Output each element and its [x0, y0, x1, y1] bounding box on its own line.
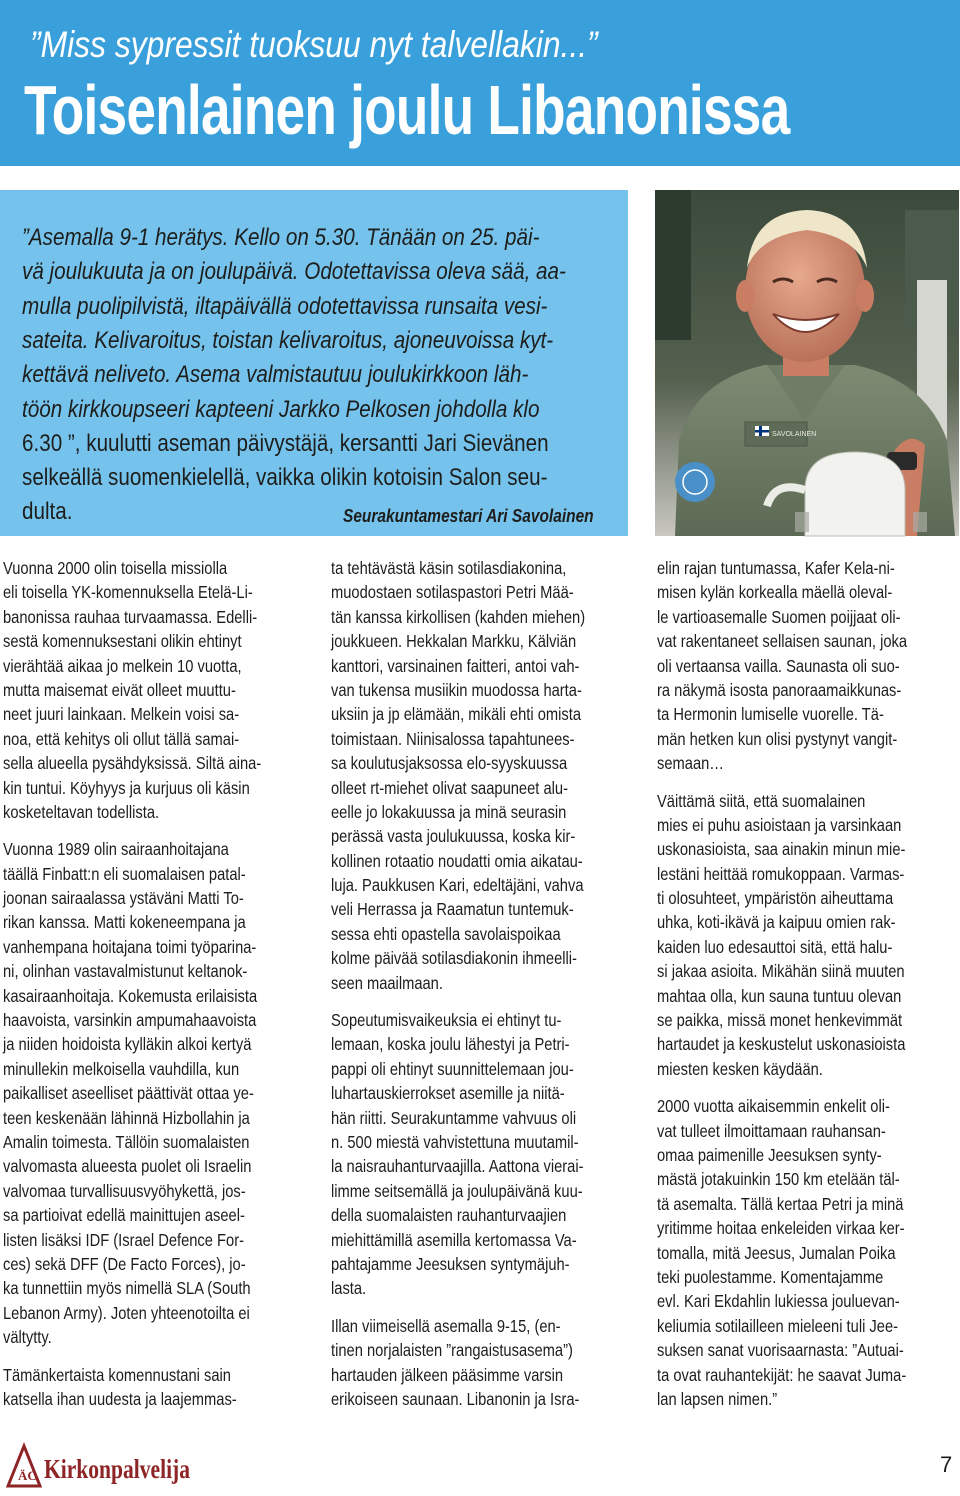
text-line: semaan… [657, 753, 725, 774]
text-line: sessa ehti opastella savolaispoikaa [331, 923, 561, 944]
body-paragraph [331, 1008, 634, 1301]
text-line: joukkueen. Hekkalan Markku, Kälviän [331, 631, 577, 652]
text-line: ta ovat rauhantekijät: he saavat Juma- [657, 1364, 907, 1385]
text-line: della suomalaisten rauhanturvaajien [331, 1205, 567, 1226]
text-line: mutta maisemat eivät olleet muuttu- [3, 679, 236, 700]
body-paragraph [657, 1094, 955, 1411]
text-line: keliumia sotilailleen mieleeni tuli Jee- [657, 1315, 899, 1336]
text-line: misen kylän korkealla mäellä oleval- [657, 582, 893, 603]
text-line: vat tulleet ilmoittamaan rauhansan- [657, 1120, 886, 1141]
text-line: mästä jotakuinkin 150 km etelään täl- [657, 1169, 900, 1190]
text-line: kin tuntui. Köyhyys ja kurjuus oli käsin [3, 777, 250, 798]
text-line: banonissa rauhaa turvaamassa. Edelli- [3, 606, 258, 627]
portrait-image [655, 190, 959, 536]
text-line: tän kanssa kirkollisen (kahden miehen) [331, 606, 586, 627]
text-line: sa koulutusjaksossa elo-syyskuussa [331, 753, 568, 774]
text-line: neet juuri lainkaan. Melkein voisi sa- [3, 704, 240, 725]
text-line: kaiden luo edesauttoi sitä, että halu- [657, 936, 893, 957]
text-line: kollinen rotaatio noudatti omia aikatau- [331, 850, 583, 871]
body-paragraph [657, 556, 955, 776]
text-line: joonan sairaalassa ystäväni Matti To- [3, 888, 244, 909]
text-line: suksen sanat vuorisaarnasta: ”Autuai- [657, 1340, 904, 1361]
text-line: män hetken kun olisi pystynyt vangit- [657, 728, 898, 749]
body-paragraph [331, 556, 634, 995]
page-number: 7 [940, 1452, 953, 1477]
text-line: la naisrauhanturvaajilla. Aattona vierai- [331, 1156, 584, 1177]
text-line: vältytty. [3, 1327, 52, 1348]
text-line: ra näkymä isosta panoraamaikkunas- [657, 679, 902, 700]
text-line: luhartauskierrokset asemille ja niitä- [331, 1083, 565, 1104]
text-line: lasta. [331, 1278, 367, 1299]
text-line: elin rajan tuntumassa, Kafer Kela-ni- [657, 558, 895, 578]
text-line: valvomaa turvallisuusvyöhykettä, jos- [3, 1180, 246, 1201]
text-line: eli toisella YK-komennuksella Etelä-Li- [3, 582, 253, 603]
text-line: seen maailmaan. [331, 972, 443, 993]
un-patch [675, 462, 715, 502]
text-line: toimistaan. Niinisalossa tapahtunees- [331, 728, 575, 749]
text-line: ti olosuhteet, ympäristön aiheuttama [657, 888, 894, 909]
text-line: listen lisäksi IDF (Israel Defence For- [3, 1229, 244, 1250]
text-line: katsella ihan uudesta ja laajemmas- [3, 1388, 237, 1409]
text-line: Illan viimeisellä asemalla 9-15, (en- [331, 1315, 561, 1336]
text-line: yritimme hoitaa enkeleiden virkaa ker- [657, 1218, 905, 1239]
text-line: Lebanon Army). Joten yhteenotoilta ei [3, 1302, 250, 1323]
text-line: veli Herrassa ja Raamatun tuntemuk- [331, 899, 574, 920]
article-kicker: ”Miss sypressit tuoksuu nyt talvellakin...” [30, 24, 598, 65]
text-line: ni, olinhan vastavalmistunut keltanok- [3, 961, 248, 982]
text-line: lemaan, koska joulu lähestyi ja Petri- [331, 1034, 570, 1055]
text-line: sella alueella pysähdyksissä. Siltä aina- [3, 753, 262, 774]
text-line: ta tehtävästä käsin sotilasdiakonina, [331, 558, 567, 578]
text-line: vierähtää aikaa jo melkein 10 vuotta, [3, 655, 242, 676]
text-line: noa, että kehitys oli ollut tällä samai- [3, 728, 240, 749]
text-line: pappi oli ehtinyt suunnittelemaan jou- [331, 1058, 574, 1079]
text-line: hän riitti. Seurakuntamme vahvuus oli [331, 1107, 577, 1128]
text-line: 2000 vuotta aikaisemmin enkelit oli- [657, 1096, 890, 1117]
text-line: tinen norjalaisten ”rangaistusasema”) [331, 1340, 573, 1361]
text-column-1 [3, 556, 310, 1411]
text-line: mahtaa olla, kun sauna tuntuu olevan [657, 985, 902, 1006]
text-line: mies ei puhu asioistaan ja varsinkaan [657, 814, 902, 835]
text-line: omaa paimenille Jeesuksen synty- [657, 1144, 882, 1165]
text-line: uskonasioista, saa ainakin minun mie- [657, 839, 906, 860]
article-title: Toisenlainen joulu Libanonissa [24, 71, 790, 149]
text-line: haavoista, varsinkin ampumahaavoista [3, 1010, 257, 1031]
text-line: perässä vasta joulukuussa, koska kir- [331, 826, 576, 847]
byline: Seurakuntamestari Ari Savolainen [343, 506, 594, 526]
text-line: n. 500 miestä vahvistettuna muutamil- [331, 1131, 579, 1152]
text-line: erikoiseen saunaan. Libanonin ja Isra- [331, 1388, 580, 1409]
text-line: olleet rt-miehet olivat saapuneet alu- [331, 777, 568, 798]
text-line: muodostaen sotilaspastori Petri Mää- [331, 582, 574, 603]
lead-line: kettävä neliveto. Asema valmistautuu joulukirkkoon läh- [22, 361, 529, 389]
text-line: valvomasta alueesta puolet oli Israelin [3, 1156, 252, 1177]
lead-line: töön kirkkoupseeri kapteeni Jarkko Pelkosen johdolla klo [22, 395, 540, 423]
text-line: Tämänkertaista komennustani sain [3, 1364, 231, 1385]
text-line: Sopeutumisvaikeuksia ei ehtinyt tu- [331, 1010, 562, 1031]
header-banner [0, 0, 960, 166]
text-line: hartaudet ja keskustelut uskonasioista [657, 1034, 906, 1055]
lead-line: mulla puolipilvistä, iltapäivällä odotettavissa runsaita vesi- [22, 292, 548, 320]
text-line: miehittämillä asemilla kertomassa Va- [331, 1229, 577, 1250]
text-line: hartauden jälkeen pääsimme varsin [331, 1364, 564, 1385]
lead-line: selkeällä suomenkielellä, vaikka olikin kotoisin Salon seu- [22, 464, 548, 492]
text-line: rikan kanssa. Matti kokeneempana ja [3, 912, 246, 933]
text-line: miesten kesken käydään. [657, 1058, 823, 1079]
text-line: luja. Paukkusen Kari, edeltäjäni, vahva [331, 875, 584, 896]
text-line: lan lapsen nimen.” [657, 1388, 778, 1409]
text-line: minullekin melkoisella vauhdilla, kun [3, 1058, 240, 1079]
text-line: tomalla, mitä Jeesus, Jumalan Poika [657, 1242, 896, 1263]
text-line: vanhempana hoitajana toimi työparina- [3, 936, 257, 957]
body-paragraph [3, 837, 310, 1349]
name-tag: SAVOLAINEN [772, 431, 817, 438]
text-line: oli vertaansa vailla. Saunasta oli suo- [657, 655, 900, 676]
logo-monogram: ÄC [18, 1468, 37, 1483]
text-line: Amalin toimesta. Tällöin suomalaisten [3, 1131, 250, 1152]
text-line: paikalliset aseelliset päättivät ottaa ye- [3, 1083, 254, 1104]
text-line: se paikka, missä monet henkevimmät [657, 1010, 903, 1031]
body-paragraph [657, 789, 955, 1082]
text-column-2 [331, 556, 634, 1411]
text-line: sestä komennuksestani olikin ehtinyt [3, 631, 242, 652]
text-line: ja niiden hoidoista kylläkin alkoi kertyä [3, 1034, 252, 1055]
lead-line: dulta. [22, 498, 73, 526]
text-line: Vuonna 1989 olin sairaanhoitajana [3, 839, 229, 860]
author-photo [655, 190, 959, 536]
text-line: van tukensa musiikin muodossa harta- [331, 679, 582, 700]
text-line: teen keskenään lähinnä Hizbollahin ja [3, 1107, 250, 1128]
body-paragraph [331, 1314, 634, 1412]
text-line: le vartioasemalle Suomen poijjaat oli- [657, 606, 901, 627]
text-column-3 [657, 556, 955, 1411]
text-line: täällä Finbatt:n eli suomalaisen patal- [3, 863, 246, 884]
text-line: Väittämä siitä, että suomalainen [657, 790, 866, 811]
kirkonpalvelija-logo [4, 1440, 194, 1490]
text-line: kanttori, varsinainen faitteri, antoi vah- [331, 655, 580, 676]
text-line: teki puolestamme. Komentajamme [657, 1266, 884, 1287]
lead-line: ”Asemalla 9-1 herätys. Kello on 5.30. Tänään on 25. päi- [22, 224, 540, 251]
text-line: kolme päivää sotilasdiakonin ihmeelli- [331, 948, 577, 969]
text-line: pahtajamme Jeesuksen syntymäjuh- [331, 1253, 570, 1274]
lead-line: vä joulukuuta ja on joulupäivä. Odotettavissa oleva sää, aa- [22, 258, 566, 286]
lead-line: sateita. Kelivaroitus, toistan kelivaroitus, ajoneuvoissa kyt- [22, 326, 554, 354]
text-line: uhka, koti-ikävä ja kaipuu omien rak- [657, 912, 896, 933]
body-paragraph [3, 556, 310, 824]
text-line: vat rakentaneet sellaisen saunan, joka [657, 631, 908, 652]
text-line: kasairaanhoitaja. Kokemusta erilaisista [3, 985, 258, 1006]
text-line: Vuonna 2000 olin toisella missiolla [3, 558, 228, 578]
text-line: limme seitsemällä ja joulupäivänä kuu- [331, 1180, 583, 1201]
body-paragraph [3, 1363, 310, 1412]
text-line: lestäni heittää romukoppaan. Varmas- [657, 863, 905, 884]
text-line: eelle jo lokakuussa ja minä seurasin [331, 801, 567, 822]
text-line: kosketeltavan todellista. [3, 801, 160, 822]
text-line: ces) sekä DFF (De Facto Forces), jo- [3, 1253, 246, 1274]
text-line: si jakaa asioita. Mikähän siinä muuten [657, 961, 905, 982]
logo-text: Kirkonpalvelija [44, 1454, 191, 1484]
text-line: sa partioivat edellä mainittujen aseel- [3, 1205, 245, 1226]
text-line: ka tunnettiin myös nimellä SLA (South [3, 1278, 251, 1299]
text-line: tä asemalta. Tällä kertaa Petri ja minä [657, 1193, 904, 1214]
text-line: uksiin ja jp elämään, mikäli ehti omista [331, 704, 582, 725]
text-line: evl. Kari Ekdahlin lukiessa jouluevan- [657, 1291, 900, 1312]
lead-line: 6.30 ”, kuulutti aseman päivystäjä, kersantti Jari Sievänen [22, 429, 549, 457]
text-line: ta Hermonin lumiselle vuorelle. Tä- [657, 704, 884, 725]
